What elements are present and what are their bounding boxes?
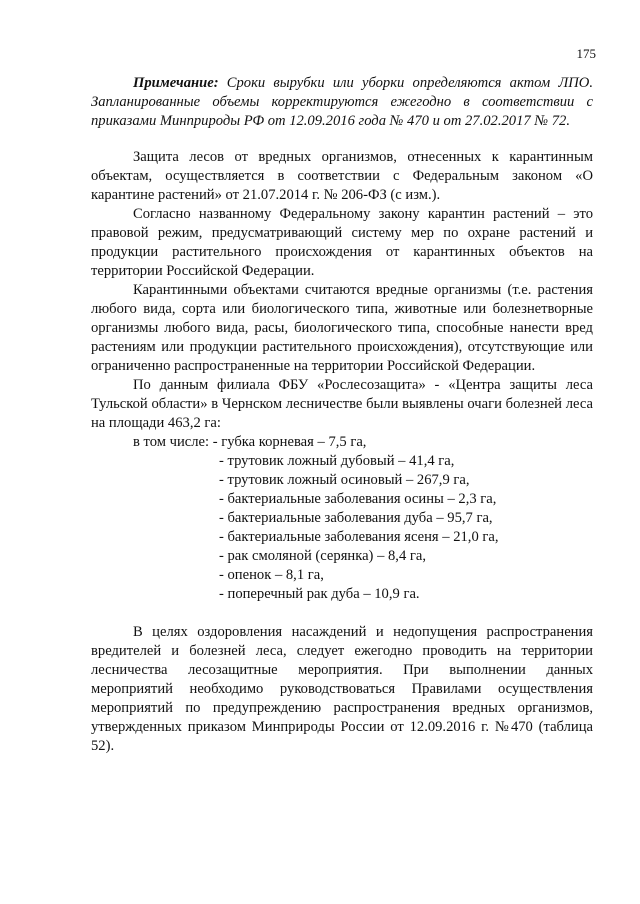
paragraph-quarantine-definition: Согласно названному Федеральному закону карантин растений – это правовой режим, предусматривающий систему мер по охране растений и продукции растительного происхождения от карантинных объектов на территории Российской Федерации. (91, 206, 593, 279)
note-label: Примечание: (133, 75, 219, 91)
list-item: - бактериальные заболевания дуба – 95,7 га, (219, 510, 493, 526)
note-paragraph (91, 74, 593, 131)
document-body (91, 74, 593, 756)
paragraph-quarantine-law: Защита лесов от вредных организмов, отнесенных к карантинным объектам, осуществляется в соответствии с Федеральным законом «О карантине растений» от 21.07.2014 г. № 206-ФЗ (с изм.). (91, 149, 593, 203)
spacer (91, 131, 593, 148)
disease-list (91, 452, 593, 604)
list-item: - поперечный рак дуба – 10,9 га. (219, 586, 420, 602)
disease-list-intro: в том числе: - губка корневая – 7,5 га, (133, 434, 367, 450)
paragraph-protection-measures: В целях оздоровления насаждений и недопущения распространения вредителей и болезней леса, следует ежегодно проводить на территории лесничества лесозащитные мероприятия. При выполнении данных мероприятий необходимо руководствоваться Правилами осуществления мероприятий по предупреждению распространения вредных организмов, утвержденных приказом Минприроды России от 12.09.2016 г. №470 (таблица 52). (91, 624, 593, 754)
list-item: - трутовик ложный дубовый – 41,4 га, (219, 453, 455, 469)
page-number: 175 (576, 46, 596, 61)
note-text: Сроки вырубки или уборки определяются актом ЛПО. Запланированные объемы корректируются ежегодно в соответствии с приказами Минприроды РФ от 12.09.2016 года № 470 и от 27.02.2017 № 72. (91, 75, 593, 129)
paragraph-quarantine-objects: Карантинными объектами считаются вредные организмы (т.е. растения любого вида, сорта или биологического типа, животные или болезнетворные организмы любого вида, расы, биологического типа, способные нанести вред растениям или продукции растительного происхождения), отсутствующие или ограниченно распространенные на территории Российской Федерации. (91, 282, 593, 374)
list-item: - бактериальные заболевания ясеня – 21,0 га, (219, 529, 499, 545)
list-item: - рак смоляной (серянка) – 8,4 га, (219, 548, 427, 564)
list-item: - опенок – 8,1 га, (219, 567, 324, 583)
list-item: - трутовик ложный осиновый – 267,9 га, (219, 472, 470, 488)
spacer (91, 604, 593, 623)
paragraph-disease-foci: По данным филиала ФБУ «Рослесозащита» - «Центра защиты леса Тульской области» в Чернском лесничестве были выявлены очаги болезней леса на площади 463,2 га: (91, 377, 593, 431)
list-item: - бактериальные заболевания осины – 2,3 га, (219, 491, 497, 507)
